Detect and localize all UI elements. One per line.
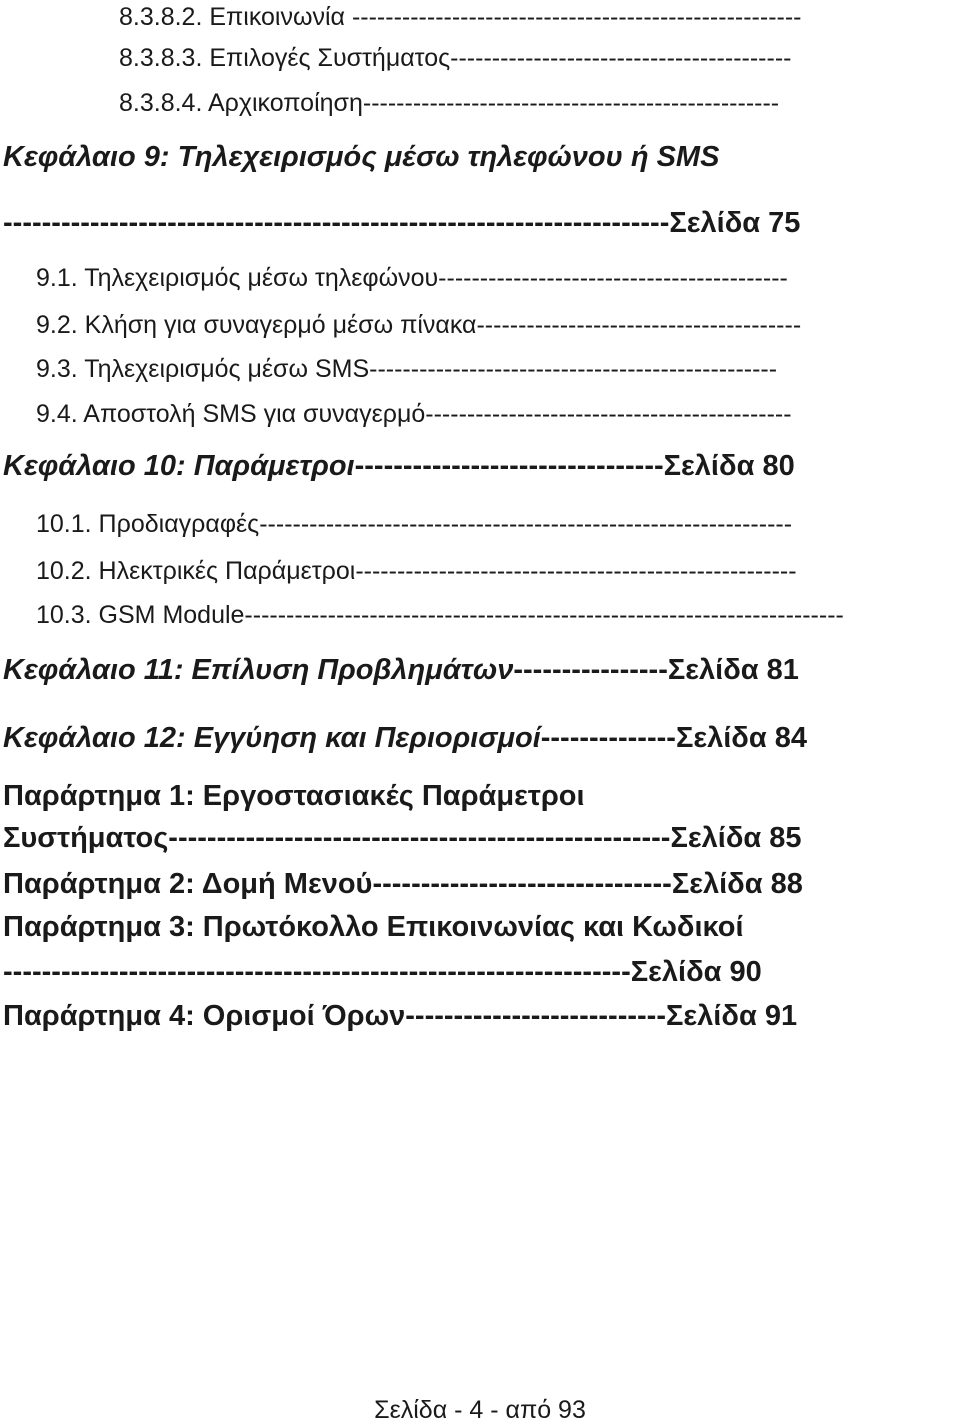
appendix-1-title-text: Παράρτημα 1: Εργοστασιακές Παράμετροι: [3, 782, 585, 811]
toc-entry-8-3-8-4: 8.3.8.4. Αρχικοποίηση--------------------------------------------------: [119, 91, 780, 116]
chapter-11-title-text: Κεφάλαιο 11: Επίλυση Προβλημάτων: [3, 656, 514, 685]
toc-entry-8-3-8-3: 8.3.8.3. Επιλογές Συστήματος-----------------------------------------: [119, 46, 792, 71]
chapter-12-title-text: Κεφάλαιο 12: Εγγύηση και Περιορισμοί: [3, 724, 541, 753]
toc-chapter-9-leader: [3, 209, 955, 238]
toc-chapter-12: [3, 724, 958, 753]
appendix-3-page: Σελίδα 90: [630, 958, 762, 987]
appendix-1-title-continued: Συστήματος: [3, 824, 169, 853]
chapter-11-dashes: ----------------: [513, 656, 668, 685]
appendix-3-dashes: -----------------------------------------------------------------: [3, 958, 631, 987]
toc-entry-10-2: 10.2. Ηλεκτρικές Παράμετροι-----------------------------------------------------: [36, 559, 797, 584]
toc-entry-10-3: 10.3. GSM Module------------------------------------------------------------------------: [36, 603, 844, 628]
appendix-4-page: Σελίδα 91: [666, 1002, 798, 1031]
toc-entry-9-4: 9.4. Αποστολή SMS για συναγερμό--------------------------------------------: [36, 402, 792, 427]
chapter-12-page: Σελίδα 84: [675, 724, 808, 753]
chapter-12-dashes: --------------: [540, 724, 676, 753]
toc-appendix-4: [3, 1002, 958, 1031]
toc-appendix-3-title: [3, 913, 744, 942]
toc-appendix-1-title: [3, 782, 585, 811]
chapter-10-title-text: Κεφάλαιο 10: Παράμετροι: [3, 452, 355, 481]
toc-appendix-3-leader: [3, 958, 958, 987]
chapter-10-dashes: --------------------------------: [354, 452, 664, 481]
toc-chapter-11: [3, 656, 955, 685]
toc-entry-8-3-8-2: 8.3.8.2. Επικοινωνία ------------------------------------------------------: [119, 5, 802, 30]
toc-chapter-10: [3, 452, 955, 481]
appendix-1-dashes: ----------------------------------------------------: [168, 824, 671, 853]
chapter-9-title-text: Κεφάλαιο 9: Τηλεχειρισμός μέσω τηλεφώνου ή SMS: [3, 143, 720, 172]
toc-entry-9-2: 9.2. Κλήση για συναγερμό μέσω πίνακα---------------------------------------: [36, 313, 802, 338]
appendix-3-title-text: Παράρτημα 3: Πρωτόκολλο Επικοινωνίας και Κωδικοί: [3, 913, 744, 942]
toc-appendix-2: [3, 870, 958, 899]
toc-appendix-1-leader: [3, 824, 958, 853]
appendix-4-title-text: Παράρτημα 4: Ορισμοί Όρων: [3, 1002, 406, 1031]
appendix-2-title-text: Παράρτημα 2: Δομή Μενού: [3, 870, 373, 899]
toc-chapter-9-title: [3, 143, 719, 172]
toc-entry-10-1: 10.1. Προδιαγραφές----------------------------------------------------------------: [36, 512, 793, 537]
page-footer: Σελίδα - 4 - από 93: [374, 1396, 586, 1424]
toc-entry-9-1: 9.1. Τηλεχειρισμός μέσω τηλεφώνου------------------------------------------: [36, 266, 788, 291]
appendix-2-page: Σελίδα 88: [671, 870, 803, 899]
appendix-4-dashes: ---------------------------: [405, 1002, 666, 1031]
toc-entry-9-3: 9.3. Τηλεχειρισμός μέσω SMS-------------------------------------------------: [36, 357, 778, 382]
appendix-1-page: Σελίδα 85: [670, 824, 802, 853]
chapter-9-dashes: ---------------------------------------------------------------------: [3, 209, 670, 238]
chapter-11-page: Σελίδα 81: [667, 656, 799, 685]
appendix-2-dashes: -------------------------------: [372, 870, 672, 899]
chapter-10-page: Σελίδα 80: [663, 452, 795, 481]
chapter-9-page: Σελίδα 75: [669, 209, 801, 238]
